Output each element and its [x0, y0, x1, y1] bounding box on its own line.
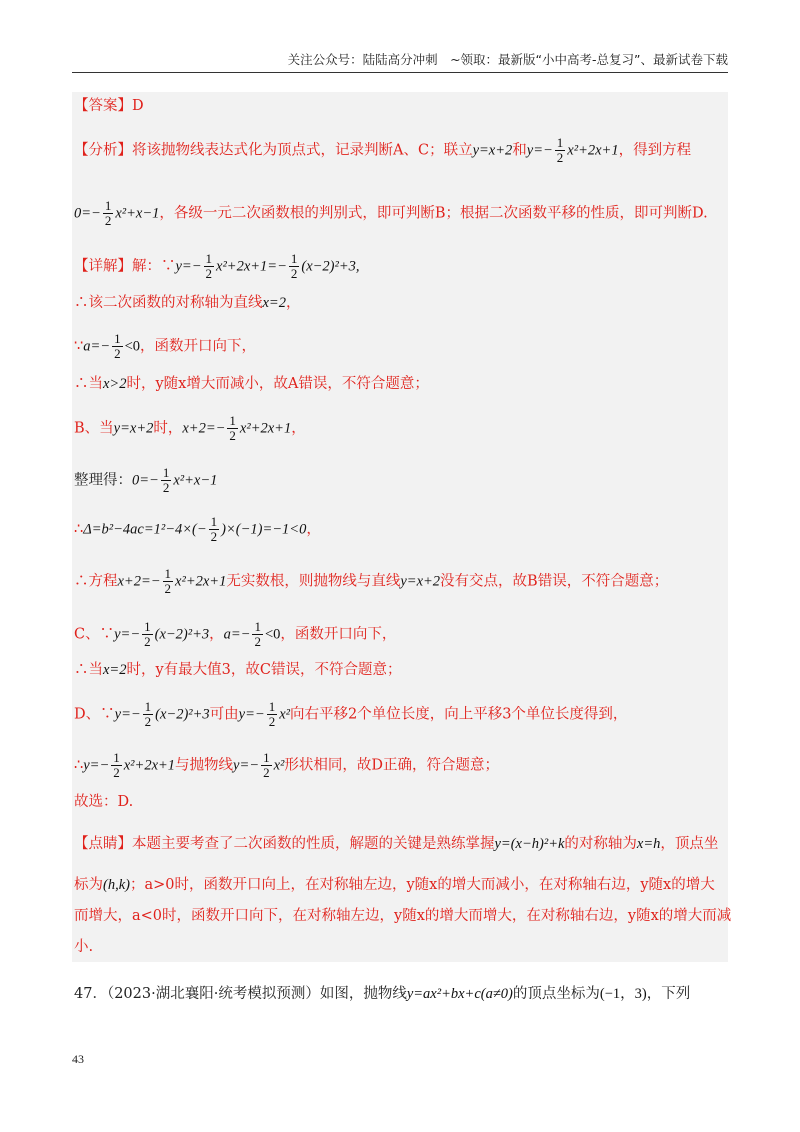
analysis-line-2: 0=− $\frac{1}{2}$ x²+x−1，各级一元二次函数根的判别式，即可判断B；根据二次函数平移的性质，即可判断D.: [74, 198, 708, 228]
option-c-line: C、∵y=− $\frac{1}{2}$ (x−2)²+3，a=− $\frac{1}{2}$ <0，函数开口向下，: [74, 619, 397, 649]
option-a-line: ∴当x>2时，y随x增大而减小，故A错误，不符合题意；: [74, 376, 429, 392]
max-value-line: ∴当x=2时，y有最大值3，故C错误，不符合题意；: [74, 662, 402, 678]
comment-line-3: 而增大，a<0时，函数开口向下，在对称轴左边，y随x的增大而增大，在对称轴右边，y随x的增大而减: [74, 908, 732, 924]
answer-label: 【答案】D: [74, 98, 144, 114]
page-number: 43: [72, 1052, 84, 1066]
page-header: 关注公众号：陆陆高分冲刺 ~领取：最新版“小中高考-总复习”、最新试卷下载: [72, 50, 728, 73]
axis-line: ∴该二次函数的对称轴为直线x=2，: [74, 295, 301, 311]
comment-line-4: 小.: [74, 939, 94, 955]
no-root-line: ∴方程x+2=− $\frac{1}{2}$ x²+2x+1无实数根，则抛物线与直线y=x+2没有交点，故B错误，不符合题意；: [74, 566, 669, 596]
coef-line: ∵a=− $\frac{1}{2}$ <0，函数开口向下，: [74, 331, 256, 361]
question-47: 47．（2023·湖北襄阳·统考模拟预测）如图，抛物线y=ax²+bx+c(a≠0)的顶点坐标为(−1，3)，下列: [74, 986, 691, 1002]
analysis-line-1: 【分析】将该抛物线表达式化为顶点式，记录判断A、C；联立y=x+2和y=− $\frac{1}{2}$ x²+2x+1，得到方程: [74, 135, 692, 165]
comment-line-1: 【点睛】本题主要考查了二次函数的性质，解题的关键是熟练掌握y=(x−h)²+k的对称轴为x=h，顶点坐: [74, 836, 719, 852]
detail-line: 【详解】解：∵y=− $\frac{1}{2}$ x²+2x+1=− $\frac{1}{2}$ (x−2)²+3,: [74, 251, 360, 281]
simplify-line: 整理得：0=− $\frac{1}{2}$ x²+x−1: [74, 465, 218, 495]
fraction-half: $\frac{1}{2}$: [556, 135, 564, 165]
option-b-line: B、当y=x+2时，x+2=− $\frac{1}{2}$ x²+2x+1，: [74, 413, 306, 443]
shape-same-line: ∴y=− $\frac{1}{2}$ x²+2x+1与抛物线y=− $\frac{1}{2}$ x²形状相同，故D正确，符合题意；: [74, 750, 499, 780]
comment-line-2: 标为(h,k)；a>0时，函数开口向上，在对称轴左边，y随x的增大而减小，在对称轴右边，y随x的增大: [74, 877, 715, 893]
option-d-line: D、∵y=− $\frac{1}{2}$ (x−2)²+3可由y=− $\frac{1}{2}$ x²向右平移2个单位长度，向上平移3个单位长度得到，: [74, 699, 628, 729]
discriminant-line: ∴Δ=b²−4ac=1²−4×(− $\frac{1}{2}$ )×(−1)=−1<0，: [74, 514, 321, 544]
choose-line: 故选：D.: [74, 794, 134, 810]
